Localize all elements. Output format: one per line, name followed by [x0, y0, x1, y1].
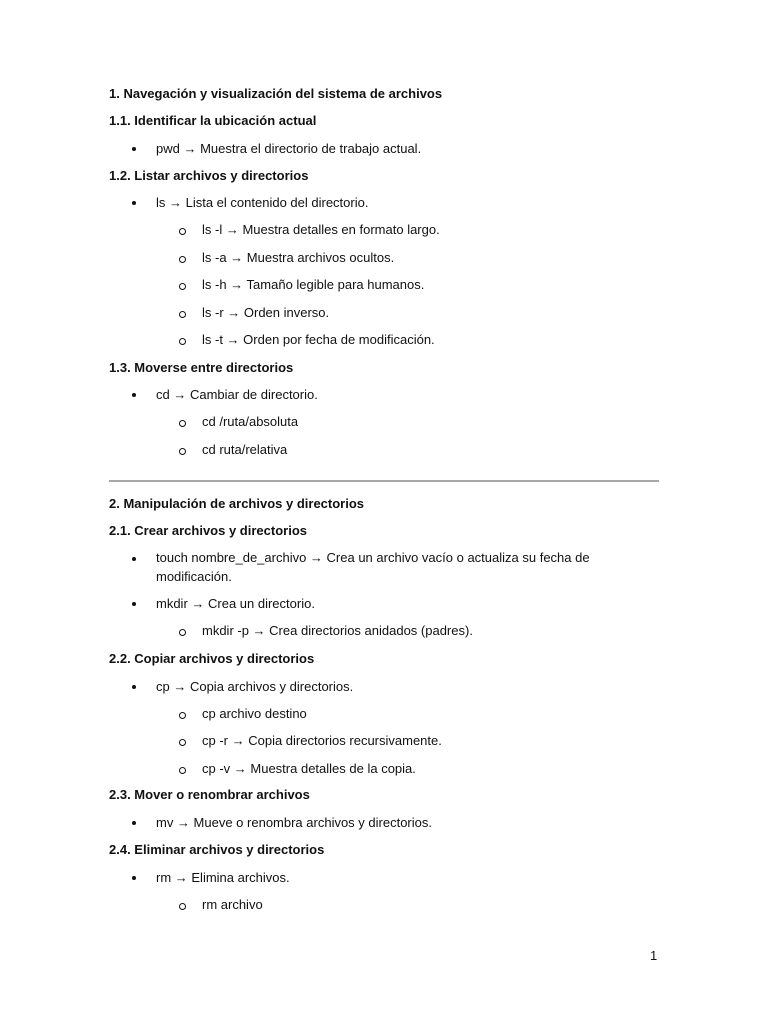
- bullet-dot: [132, 602, 136, 606]
- list-subitem: rm archivo: [202, 897, 263, 912]
- bullet-circle: [179, 448, 186, 455]
- list-item: mv → Mueve o renombra archivos y directorios.: [156, 815, 432, 830]
- list-subitem: cp -v → Muestra detalles de la copia.: [202, 761, 416, 776]
- list-item: cp → Copia archivos y directorios.: [156, 679, 354, 694]
- list-subitem: ls -t → Orden por fecha de modificación.: [202, 332, 435, 347]
- bullet-dot: [132, 393, 136, 397]
- list-item: rm → Elimina archivos.: [156, 870, 290, 885]
- subsection-heading: 2.1. Crear archivos y directorios: [109, 523, 307, 538]
- list-subitem: ls -h → Tamaño legible para humanos.: [202, 277, 425, 292]
- subsection-heading: 1.1. Identificar la ubicación actual: [109, 113, 317, 128]
- bullet-dot: [132, 201, 136, 205]
- bullet-dot: [132, 147, 136, 151]
- list-subitem: cp archivo destino: [202, 706, 307, 721]
- section-heading: 2. Manipulación de archivos y directorios: [109, 496, 365, 511]
- subsection-heading: 2.4. Eliminar archivos y directorios: [109, 842, 325, 857]
- list-item: pwd → Muestra el directorio de trabajo actual.: [156, 141, 422, 156]
- bullet-circle: [179, 629, 186, 636]
- bullet-circle: [179, 228, 186, 235]
- subsection-heading: 2.2. Copiar archivos y directorios: [109, 651, 315, 666]
- list-subitem: ls -r → Orden inverso.: [202, 305, 330, 320]
- horizontal-rule: [109, 480, 659, 482]
- bullet-circle: [179, 739, 186, 746]
- bullet-dot: [132, 557, 136, 561]
- list-item: mkdir → Crea un directorio.: [156, 596, 315, 611]
- list-subitem: cd /ruta/absoluta: [202, 414, 299, 429]
- bullet-dot: [132, 876, 136, 880]
- bullet-circle: [179, 420, 186, 427]
- bullet-circle: [179, 256, 186, 263]
- list-subitem: cp -r → Copia directorios recursivamente.: [202, 733, 442, 748]
- subsection-heading: 1.2. Listar archivos y directorios: [109, 168, 309, 183]
- subsection-heading: 1.3. Moverse entre directorios: [109, 360, 294, 375]
- bullet-dot: [132, 821, 136, 825]
- bullet-circle: [179, 712, 186, 719]
- page-number: 1: [650, 948, 658, 963]
- bullet-circle: [179, 767, 186, 774]
- list-subitem: mkdir -p → Crea directorios anidados (padres).: [202, 623, 473, 638]
- list-item: cd → Cambiar de directorio.: [156, 387, 318, 402]
- list-subitem: ls -l → Muestra detalles en formato largo.: [202, 222, 440, 237]
- list-subitem: cd ruta/relativa: [202, 442, 288, 457]
- bullet-circle: [179, 283, 186, 290]
- bullet-circle: [179, 903, 186, 910]
- list-item: touch nombre_de_archivo → Crea un archivo vacío o actualiza su fecha de modificación.: [156, 550, 590, 584]
- bullet-dot: [132, 685, 136, 689]
- subsection-heading: 2.3. Mover o renombrar archivos: [109, 787, 310, 802]
- list-subitem: ls -a → Muestra archivos ocultos.: [202, 250, 395, 265]
- bullet-circle: [179, 311, 186, 318]
- list-item: ls → Lista el contenido del directorio.: [156, 195, 369, 210]
- section-heading: 1. Navegación y visualización del sistema de archivos: [109, 86, 443, 101]
- bullet-circle: [179, 338, 186, 345]
